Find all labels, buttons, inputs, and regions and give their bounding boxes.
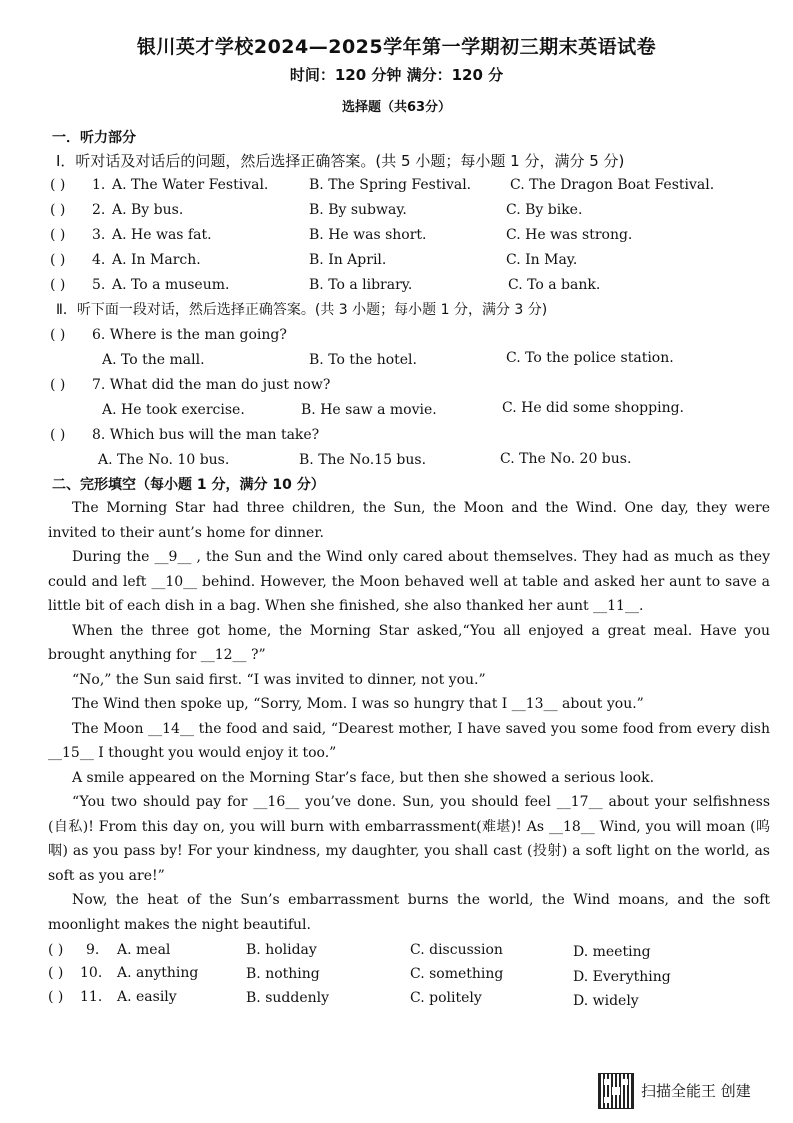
section1-instructions: Ⅰ．听对话及对话后的问题，然后选择正确答案。(共 5 小题；每小题 1 分，满分 5 分) — [56, 152, 625, 170]
passage-paragraph: “You two should pay for __16__ you’ve done. Sun, you should feel __17__ about your selfishness (自私)! From this day on, you will burn with embarrassment(难堪)! As __18__ Wind, you will moan (呜咽) as you pass by! For your kindness, my daughter, you shall cast (投射) a soft light on the world, as soft as you are!” — [48, 794, 770, 884]
option-a: A. To a museum. — [112, 277, 230, 293]
question-stem: 8. Which bus will the man take? — [92, 427, 320, 443]
option-c: C. By bike. — [506, 202, 583, 218]
answer-blank[interactable]: ( ) — [50, 327, 66, 343]
option-a: A. In March. — [112, 252, 201, 268]
question-number: 5. — [92, 277, 106, 293]
option-b: B. In April. — [309, 252, 387, 268]
passage-paragraph: A smile appeared on the Morning Star’s face, but then she showed a serious look. — [72, 769, 655, 786]
option-b: B. holiday — [246, 942, 317, 958]
answer-blank[interactable]: ( ) — [50, 277, 66, 293]
passage-paragraph: “No,” the Sun said first. “I was invited to dinner, not you.” — [72, 671, 486, 688]
option-a: A. easily — [117, 989, 177, 1005]
question-number: 3. — [92, 227, 106, 243]
listening-heading: 一．听力部分 — [52, 130, 136, 146]
option-c: C. discussion — [410, 942, 503, 958]
exam-title: 银川英才学校2024—2025学年第一学期初三期末英语试卷 — [136, 36, 657, 58]
passage-paragraph: During the __9__ , the Sun and the Wind only cared about themselves. They had as much as they could and left __10__ behind. However, the Moon behaved well at table and asked her aunt to save a little bit of each dish in a bag. When she finished, she also thanked her aunt __11__. — [48, 549, 770, 614]
section2-instructions: Ⅱ．听下面一段对话，然后选择正确答案。(共 3 小题；每小题 1 分，满分 3 分) — [56, 302, 548, 318]
option-b: B. nothing — [246, 966, 320, 982]
answer-blank[interactable]: ( ) — [50, 202, 66, 218]
option-a: A. He was fat. — [112, 227, 212, 243]
passage-paragraph: The Morning Star had three children, the Sun, the Moon and the Wind. One day, they were invited to their aunt’s home for dinner. — [48, 500, 770, 541]
option-a: A. To the mall. — [102, 352, 205, 368]
question-number: 11. — [80, 989, 103, 1005]
option-b: B. To the hotel. — [309, 352, 417, 368]
option-a: A. anything — [117, 965, 199, 981]
passage-paragraph: Now, the heat of the Sun’s embarrassment burns the world, the Wind moans, and the soft moonlight makes the night beautiful. — [48, 892, 770, 933]
option-d: D. widely — [573, 993, 639, 1009]
passage-paragraph: The Moon __14__ the food and said, “Dearest mother, I have saved you some food from every dish __15__ I thought you would enjoy it too.” — [48, 720, 770, 761]
question-number: 4. — [92, 252, 106, 268]
option-c: C. something — [410, 966, 504, 982]
question-number: 9. — [86, 942, 100, 958]
answer-blank[interactable]: ( ) — [48, 942, 64, 958]
qr-code-icon — [598, 1073, 634, 1109]
option-b: B. suddenly — [246, 990, 330, 1006]
option-b: B. He saw a movie. — [301, 402, 437, 418]
answer-blank[interactable]: ( ) — [50, 427, 66, 443]
scanner-watermark: 扫描全能王 创建 — [641, 1082, 751, 1100]
answer-blank[interactable]: ( ) — [50, 227, 66, 243]
question-stem: 6. Where is the man going? — [92, 327, 287, 343]
question-stem: 7. What did the man do just now? — [92, 377, 331, 393]
exam-time-info: 时间：120 分钟 满分：120 分 — [289, 66, 504, 84]
cloze-heading: 二、完形填空（每小题 1 分，满分 10 分） — [52, 477, 325, 493]
answer-blank[interactable]: ( ) — [50, 252, 66, 268]
option-c: C. To the police station. — [506, 350, 674, 366]
answer-blank[interactable]: ( ) — [48, 989, 64, 1005]
option-b: B. By subway. — [309, 202, 407, 218]
option-a: A. meal — [117, 942, 171, 958]
option-b: B. He was short. — [309, 227, 427, 243]
question-number: 2. — [92, 202, 106, 218]
option-c: C. To a bank. — [508, 277, 601, 293]
option-a: A. He took exercise. — [102, 402, 245, 418]
answer-blank[interactable]: ( ) — [48, 965, 64, 981]
part-label: 选择题（共63分） — [341, 100, 452, 115]
option-d: D. meeting — [573, 944, 651, 960]
option-b: B. The Spring Festival. — [309, 177, 472, 193]
answer-blank[interactable]: ( ) — [50, 377, 66, 393]
option-d: D. Everything — [573, 969, 671, 985]
question-number: 1. — [92, 177, 106, 193]
option-c: C. In May. — [506, 252, 578, 268]
option-a: A. The No. 10 bus. — [98, 452, 230, 468]
option-c: C. He was strong. — [506, 227, 633, 243]
passage-paragraph: The Wind then spoke up, “Sorry, Mom. I was so hungry that I __13__ about you.” — [72, 696, 644, 712]
cloze-passage — [48, 496, 770, 937]
option-b: B. The No.15 bus. — [299, 452, 427, 468]
passage-paragraph: When the three got home, the Morning Star asked,“You all enjoyed a great meal. Have you brought anything for __12__ ?” — [48, 622, 770, 663]
option-a: A. By bus. — [112, 202, 184, 218]
question-number: 10. — [80, 965, 103, 981]
option-b: B. To a library. — [309, 277, 413, 293]
option-a: A. The Water Festival. — [112, 177, 269, 193]
option-c: C. The Dragon Boat Festival. — [510, 177, 715, 193]
option-c: C. The No. 20 bus. — [500, 451, 632, 467]
answer-blank[interactable]: ( ) — [50, 177, 66, 193]
option-c: C. He did some shopping. — [502, 400, 684, 416]
option-c: C. politely — [410, 990, 482, 1006]
